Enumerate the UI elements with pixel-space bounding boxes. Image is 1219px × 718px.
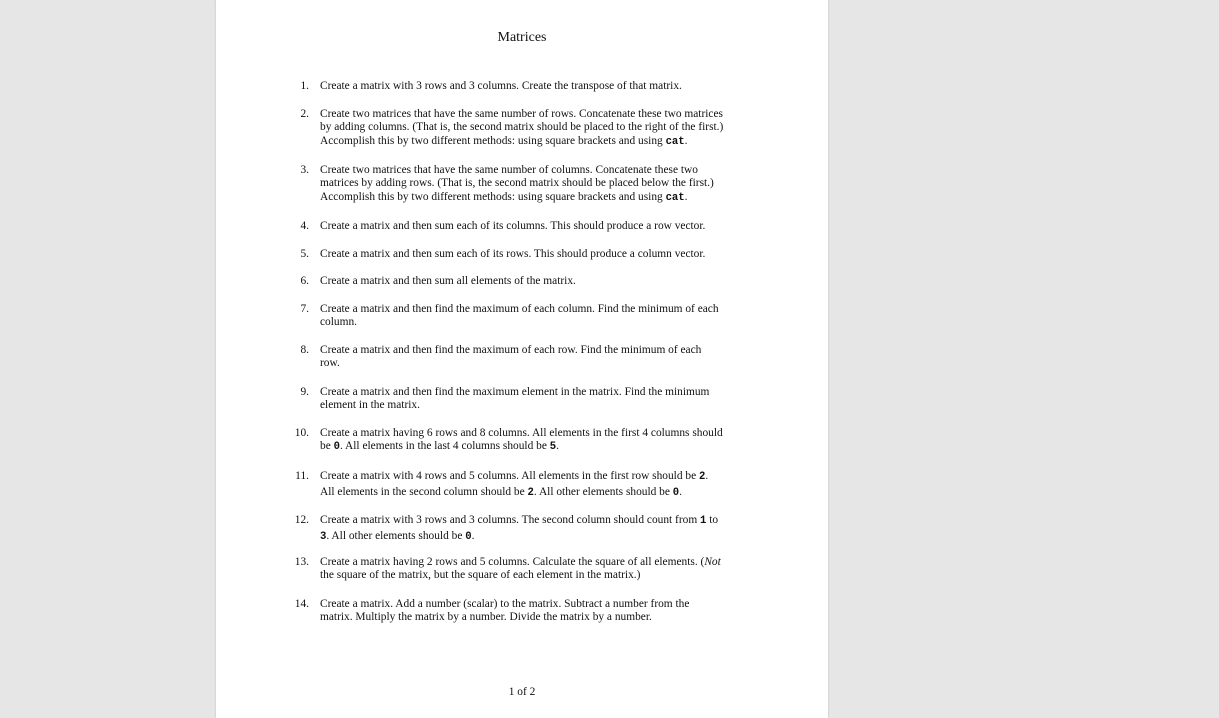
list-item — [216, 469, 750, 501]
item-text: Create a matrix with 3 rows and 3 columns. Create the transpose of that matrix. — [320, 80, 682, 92]
item-text: Create a matrix and then find the maximum of each row. Find the minimum of each — [320, 344, 702, 356]
item-text: . — [679, 486, 682, 498]
item-number: 8. — [300, 344, 309, 356]
item-text: Accomplish this by two different methods: using square brackets and using — [320, 190, 666, 203]
item-number: 2. — [300, 108, 309, 120]
item-text: . All other elements should be — [326, 530, 466, 542]
code-text: 2 — [698, 471, 706, 483]
item-number: 9. — [300, 386, 309, 398]
code-text: 0 — [465, 531, 472, 543]
item-number: 5. — [300, 248, 309, 260]
item-number: 10. — [294, 427, 309, 439]
item-text: Create a matrix with 4 rows and 5 columns. All elements in the first row should be — [320, 470, 699, 482]
list-item — [216, 108, 750, 149]
item-text: Create a matrix and then sum each of its columns. This should produce a row vector. — [320, 220, 706, 232]
item-text: Create a matrix having 6 rows and 8 columns. All elements in the first 4 columns should — [320, 427, 723, 439]
item-text: All elements in the second column should be — [320, 486, 528, 498]
item-number: 1. — [300, 80, 309, 92]
item-text: . — [684, 134, 688, 147]
item-text: . All other elements should be — [533, 486, 673, 498]
code-text: cat — [665, 191, 685, 204]
item-number: 14. — [294, 598, 309, 610]
code-text: 0 — [333, 441, 340, 454]
code-text: 5 — [549, 441, 557, 454]
code-text: cat — [665, 135, 685, 148]
item-text: be — [320, 440, 334, 453]
item-text: Accomplish this by two different methods: using square brackets and using — [320, 134, 666, 147]
item-text: the square of the matrix, but the square of each element in the matrix.) — [320, 569, 641, 582]
list-item — [216, 344, 750, 371]
item-text: Create two matrices that have the same number of columns. Concatenate these two — [320, 164, 698, 176]
item-text: Create a matrix with 3 rows and 3 columns. The second column should count from — [320, 514, 701, 526]
item-number: 4. — [300, 220, 309, 232]
document-page — [216, 0, 828, 718]
item-text: column. — [320, 316, 358, 329]
page-number: 1 of 2 — [508, 686, 536, 698]
item-text: . — [556, 440, 559, 453]
item-number: 13. — [294, 556, 309, 568]
list-item — [216, 303, 750, 330]
list-item — [216, 556, 750, 583]
item-text: Create a matrix and then sum each of its rows. This should produce a column vector. — [320, 248, 706, 260]
item-text: Create two matrices that have the same number of rows. Concatenate these two matrices — [320, 108, 723, 120]
item-number: 12. — [294, 514, 309, 526]
item-number: 3. — [300, 164, 309, 176]
item-text: . — [705, 470, 709, 482]
item-text: Create a matrix having 2 rows and 5 columns. Calculate the square of all elements. ( — [320, 556, 705, 568]
list-item — [216, 386, 750, 413]
page-title: Matrices — [497, 30, 547, 45]
item-number: 11. — [295, 470, 309, 482]
item-text: by adding columns. (That is, the second matrix should be placed to the right of the first.) — [320, 121, 724, 134]
item-text: matrices by adding rows. (That is, the second matrix should be placed below the first.) — [320, 177, 714, 190]
list-item — [216, 513, 750, 545]
list-item — [216, 275, 750, 288]
item-text: . All elements in the last 4 columns should be — [339, 440, 550, 453]
item-number: 7. — [300, 303, 309, 315]
item-text: . — [684, 190, 688, 203]
emphasis-text: Not — [704, 556, 721, 568]
item-text: row. — [320, 357, 340, 370]
item-number: 6. — [300, 275, 309, 287]
list-item — [216, 598, 750, 625]
item-text: . — [471, 530, 475, 542]
list-item — [216, 248, 750, 261]
list-item — [216, 220, 750, 233]
list-item — [216, 164, 750, 205]
code-text: 1 — [700, 515, 707, 527]
item-text: Create a matrix and then sum all elements of the matrix. — [320, 275, 576, 287]
code-text: 3 — [320, 531, 327, 543]
item-text: element in the matrix. — [320, 399, 420, 412]
code-text: 2 — [527, 487, 534, 499]
code-text: 0 — [672, 487, 680, 499]
item-text: Create a matrix. Add a number (scalar) to the matrix. Subtract a number from the — [320, 598, 690, 610]
item-text: to — [706, 514, 719, 526]
item-text: Create a matrix and then find the maximum element in the matrix. Find the minimum — [320, 386, 710, 398]
item-text: matrix. Multiply the matrix by a number. Divide the matrix by a number. — [320, 611, 652, 624]
item-text: Create a matrix and then find the maximum of each column. Find the minimum of each — [320, 303, 719, 315]
list-item — [216, 427, 750, 455]
list-item — [216, 80, 750, 93]
